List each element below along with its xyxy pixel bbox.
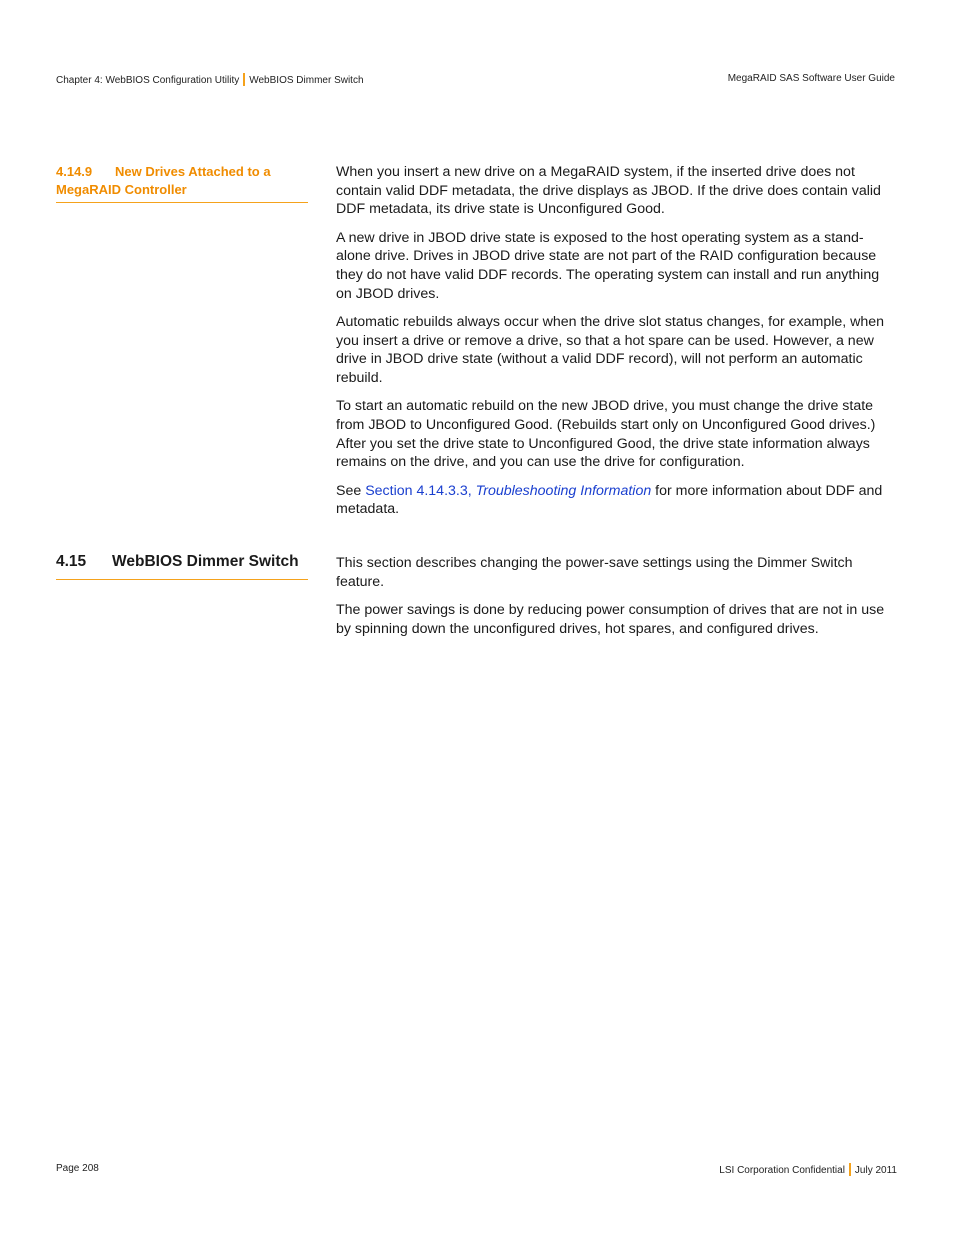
header-separator bbox=[243, 73, 245, 86]
ref-suffix: for more information about DDF and metadata. bbox=[336, 482, 883, 518]
section-title: WebBIOS Dimmer Switch bbox=[112, 553, 299, 570]
section-4-15-body bbox=[336, 554, 898, 648]
footer-page-number: Page 208 bbox=[56, 1163, 99, 1174]
paragraph: When you insert a new drive on a MegaRAID system, if the inserted drive does not contain valid DDF metadata, the drive displays as JBOD. If the drive does contain valid DDF metadata, its drive state is Unconfigured Good. bbox=[336, 164, 881, 218]
reference-paragraph bbox=[336, 482, 898, 519]
section-4-14-9-heading bbox=[56, 163, 308, 203]
running-footer-right bbox=[719, 1163, 897, 1176]
footer-confidential: LSI Corporation Confidential bbox=[719, 1165, 845, 1176]
heading-line-1 bbox=[56, 163, 308, 181]
section-number: 4.14.9 bbox=[56, 164, 93, 179]
section-4-14-9-body bbox=[336, 163, 898, 528]
ref-prefix: See bbox=[336, 482, 366, 499]
section-title-line-1: New Drives Attached to a bbox=[115, 164, 271, 179]
paragraph: Automatic rebuilds always occur when the drive slot status changes, for example, when you insert a drive or remove a drive, so that a hot spare can be used. However, a new drive in JBOD drive state (without a valid DDF record), will not perform an automatic rebuild. bbox=[336, 313, 885, 387]
link-section-title: Troubleshooting Information bbox=[475, 482, 652, 499]
footer-separator bbox=[849, 1163, 851, 1176]
header-doc-title: MegaRAID SAS Software User Guide bbox=[727, 73, 895, 84]
troubleshooting-link[interactable] bbox=[365, 483, 651, 499]
running-header-left bbox=[56, 73, 364, 86]
header-section: WebBIOS Dimmer Switch bbox=[249, 75, 364, 86]
header-chapter: Chapter 4: WebBIOS Configuration Utility bbox=[56, 75, 240, 86]
paragraph: This section describes changing the power-save settings using the Dimmer Switch feature. bbox=[336, 555, 853, 590]
paragraph: The power savings is done by reducing power consumption of drives that are not in use by spinning down the unconfigured drives, hot spares, and configured drives. bbox=[336, 601, 885, 637]
section-4-15-heading bbox=[56, 550, 308, 580]
paragraph: A new drive in JBOD drive state is exposed to the host operating system as a stand-alone drive. Drives in JBOD drive state are not part of the RAID configuration because they do not have valid DDF records. The operating system can install and run anything on JBOD drives. bbox=[336, 229, 880, 302]
link-section-number: Section 4.14.3.3, bbox=[365, 482, 476, 499]
footer-date: July 2011 bbox=[854, 1165, 897, 1176]
section-number: 4.15 bbox=[56, 553, 87, 570]
section-title-line-2: MegaRAID Controller bbox=[56, 181, 187, 197]
paragraph: To start an automatic rebuild on the new JBOD drive, you must change the drive state from JBOD to Unconfigured Good. (Rebuilds start only on Unconfigured Good drives.) After you set the drive state to Unconfigured Good, the drive state information always remains on the drive, and you can use the drive for configuration. bbox=[336, 398, 876, 471]
